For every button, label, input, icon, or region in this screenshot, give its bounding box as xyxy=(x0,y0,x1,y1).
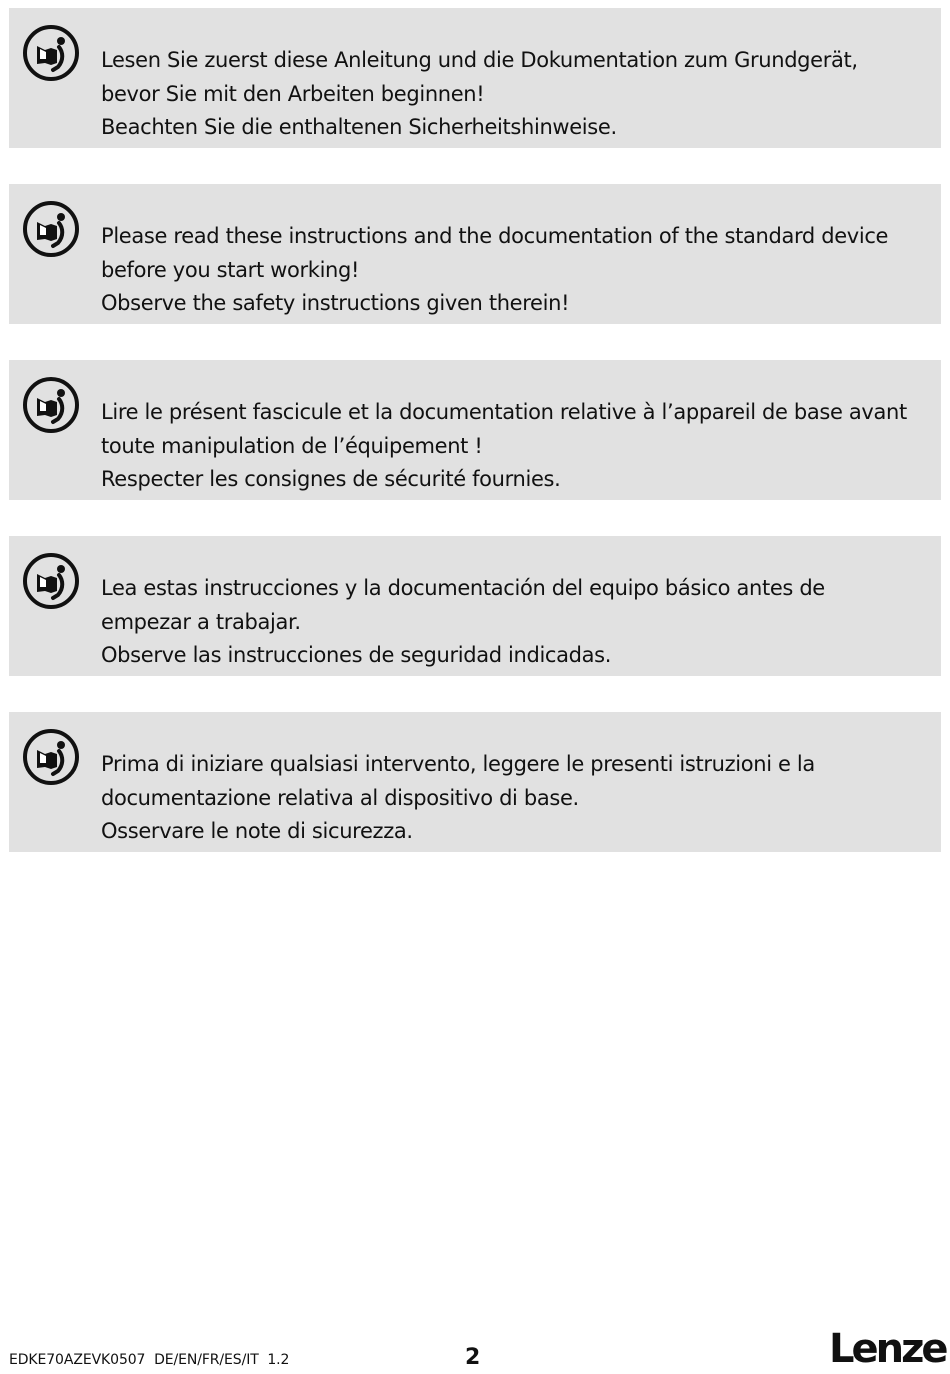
notice-line: Lesen Sie zuerst diese Anleitung und die Dokumentation zum Grundgerät, xyxy=(101,48,858,72)
read-manual-icon xyxy=(22,552,80,610)
notice-de xyxy=(9,8,941,148)
read-manual-icon xyxy=(22,24,80,82)
notice-text xyxy=(101,748,923,849)
notice-line: Osservare le note di sicurezza. xyxy=(101,819,413,843)
notice-text xyxy=(101,572,923,673)
notice-line: documentazione relativa al dispositivo di base. xyxy=(101,785,579,810)
lenze-logo: Lenze xyxy=(829,1326,946,1372)
notice-line: Lire le présent fascicule et la documentation relative à l’appareil de base avant xyxy=(101,400,907,424)
notice-line: Lea estas instrucciones y la documentación del equipo básico antes de xyxy=(101,576,825,600)
read-manual-icon xyxy=(22,200,80,258)
notice-es xyxy=(9,536,941,676)
notice-line: Beachten Sie die enthaltenen Sicherheitshinweise. xyxy=(101,115,617,139)
read-manual-icon xyxy=(22,376,80,434)
notice-line: Observe the safety instructions given therein! xyxy=(101,291,570,315)
notice-it xyxy=(9,712,941,852)
notice-text xyxy=(101,396,923,497)
notice-line: Prima di iniziare qualsiasi intervento, leggere le presenti istruzioni e la xyxy=(101,752,815,776)
notice-line: toute manipulation de l’équipement ! xyxy=(101,433,483,458)
document-code: EDKE70AZEVK0507 DE/EN/FR/ES/IT 1.2 xyxy=(9,1352,290,1368)
notice-line: empezar a trabajar. xyxy=(101,609,301,634)
notice-line: Please read these instructions and the documentation of the standard device xyxy=(101,224,889,248)
page-number: 2 xyxy=(465,1345,481,1370)
notice-line: Respecter les consignes de sécurité fournies. xyxy=(101,467,561,491)
notice-line: bevor Sie mit den Arbeiten beginnen! xyxy=(101,81,485,106)
notice-text xyxy=(101,220,923,321)
notice-en xyxy=(9,184,941,324)
notice-line: before you start working! xyxy=(101,257,360,282)
notice-fr xyxy=(9,360,941,500)
notice-line: Observe las instrucciones de seguridad indicadas. xyxy=(101,643,612,667)
read-manual-icon xyxy=(22,728,80,786)
notice-text xyxy=(101,44,923,145)
